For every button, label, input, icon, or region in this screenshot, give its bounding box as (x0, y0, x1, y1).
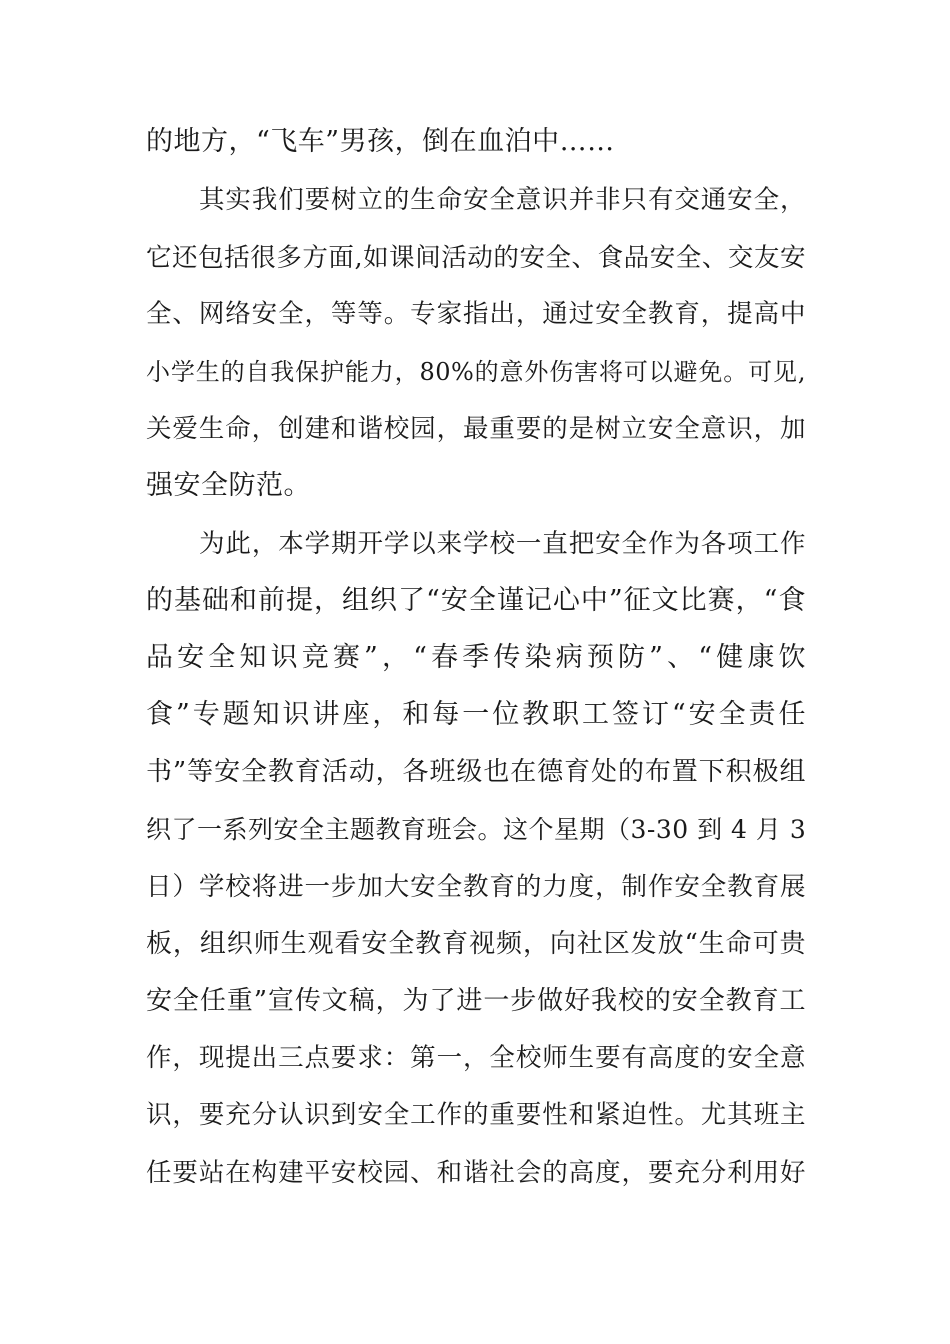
text-line: 识，要充分认识到安全工作的重要性和紧迫性。尤其班主 (146, 1100, 806, 1130)
text-line: 任要站在构建平安校园、和谐社会的高度，要充分利用好 (146, 1158, 806, 1188)
text-line: 作，现提出三点要求：第一，全校师生要有高度的安全意 (146, 1043, 806, 1073)
text-line: 织了一系列安全主题教育班会。这个星期（3-30 到 4 月 3 (146, 815, 807, 844)
text-line: 的地方，“飞车”男孩，倒在血泊中…… (146, 126, 615, 157)
paragraph-first-line: 其实我们要树立的生命安全意识并非只有交通安全， (199, 185, 806, 215)
text-line: 强安全防范。 (146, 470, 311, 501)
text-line: 安全任重”宣传文稿，为了进一步做好我校的安全教育工 (146, 986, 806, 1016)
text-line: 品安全知识竞赛”，“春季传染病预防”、“健康饮 (146, 642, 806, 673)
text-line: 小学生的自我保护能力，80%的意外伤害将可以避免。可见, (146, 358, 806, 386)
text-line: 关爱生命，创建和谐校园，最重要的是树立安全意识，加 (146, 414, 806, 444)
text-line: 板，组织师生观看安全教育视频，向社区发放“生命可贵 (146, 929, 806, 959)
paragraph-first-line: 为此，本学期开学以来学校一直把安全作为各项工作 (199, 529, 806, 559)
text-line: 食”专题知识讲座，和每一位教职工签订“安全责任 (146, 699, 806, 730)
text-line: 日）学校将进一步加大安全教育的力度，制作安全教育展 (146, 872, 806, 902)
text-line: 全、网络安全，等等。专家指出，通过安全教育，提高中 (146, 299, 806, 329)
text-line: 书”等安全教育活动，各班级也在德育处的布置下积极组 (146, 757, 806, 787)
text-line: 它还包括很多方面,如课间活动的安全、食品安全、交友安 (146, 243, 806, 273)
text-line: 的基础和前提，组织了“安全谨记心中”征文比赛，“食 (146, 585, 806, 616)
